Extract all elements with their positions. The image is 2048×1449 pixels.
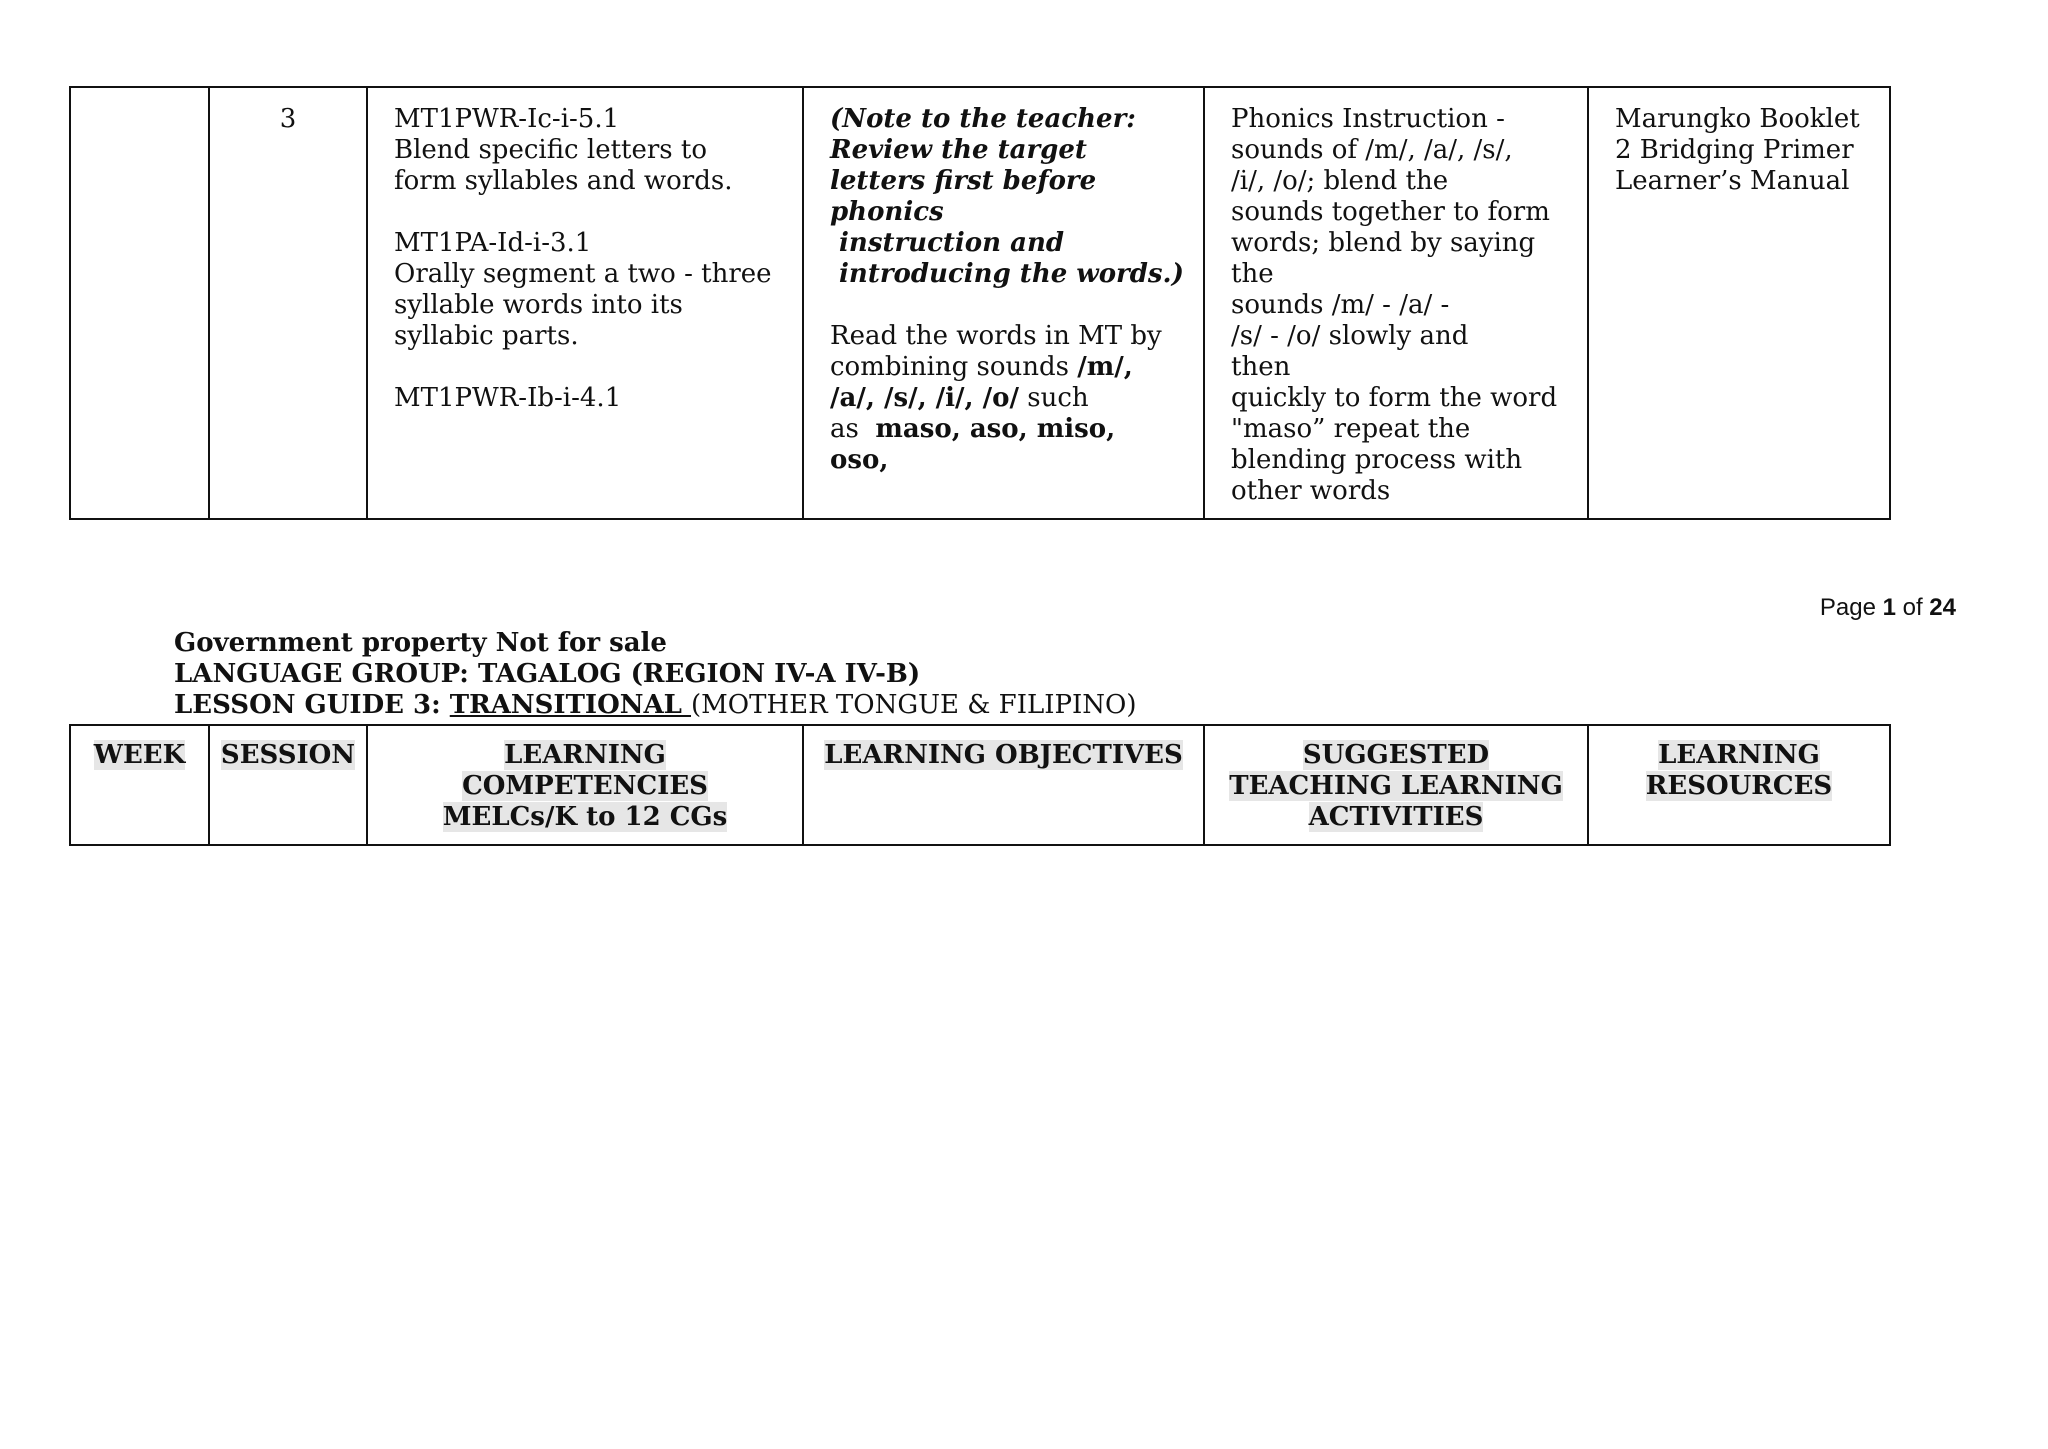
session-number: 3 xyxy=(279,104,297,134)
week-cell xyxy=(70,87,209,519)
competency-code: MT1PA-Id-i-3.1 xyxy=(394,228,592,258)
header-resources: LEARNING RESOURCES xyxy=(1588,725,1890,845)
lesson-table-header xyxy=(69,724,1891,846)
header-week: WEEK xyxy=(70,725,209,845)
session-cell xyxy=(209,87,367,519)
header-session: SESSION xyxy=(209,725,367,845)
header-objectives: LEARNING OBJECTIVES xyxy=(803,725,1204,845)
resources-cell: Marungko Booklet 2 Bridging Primer Learner’s Manual xyxy=(1588,87,1890,519)
table-row xyxy=(70,87,1890,519)
language-group: LANGUAGE GROUP: TAGALOG (REGION IV-A IV-B) xyxy=(174,659,921,689)
page-number: Page 1 of 24 xyxy=(1819,594,1956,621)
competency-code: MT1PWR-Ic-i-5.1 xyxy=(394,104,620,134)
objective-text: Read the words in MT by combining sounds /m/, /a/, /s/, /i/, /o/ such as maso, aso, miso, oso, xyxy=(830,321,1162,475)
activities-cell: Phonics Instruction - sounds of /m/, /a/, /s/, /i/, /o/; blend the sounds together to form words; blend by saying the sounds /m/ - /a/ - /s/ - /o/ slowly and then quickly to form the word "maso” repeat the blending process with other words xyxy=(1204,87,1588,519)
lesson-guide-title: LESSON GUIDE 3: TRANSITIONAL (MOTHER TONGUE & FILIPINO) xyxy=(174,690,1137,720)
teacher-note: (Note to the teacher: Review the target letters first before phonics instruction and introducing the words.) xyxy=(830,104,1184,289)
competencies-cell: MT1PWR-Ic-i-5.1 Blend specific letters to form syllables and words. MT1PA-Id-i-3.1 Orally segment a two - three syllable words into its syllabic parts. MT1PWR-Ib-i-4.1 xyxy=(367,87,803,519)
header-competencies: LEARNING COMPETENCIES MELCs/K to 12 CGs xyxy=(367,725,803,845)
header-row xyxy=(70,725,1890,845)
lesson-table-continued xyxy=(69,86,1891,520)
objectives-cell xyxy=(803,87,1204,519)
competency-code: MT1PWR-Ib-i-4.1 xyxy=(394,383,622,413)
header-activities: SUGGESTED TEACHING LEARNING ACTIVITIES xyxy=(1204,725,1588,845)
document-headings xyxy=(174,628,1137,721)
property-notice: Government property Not for sale xyxy=(174,628,667,658)
